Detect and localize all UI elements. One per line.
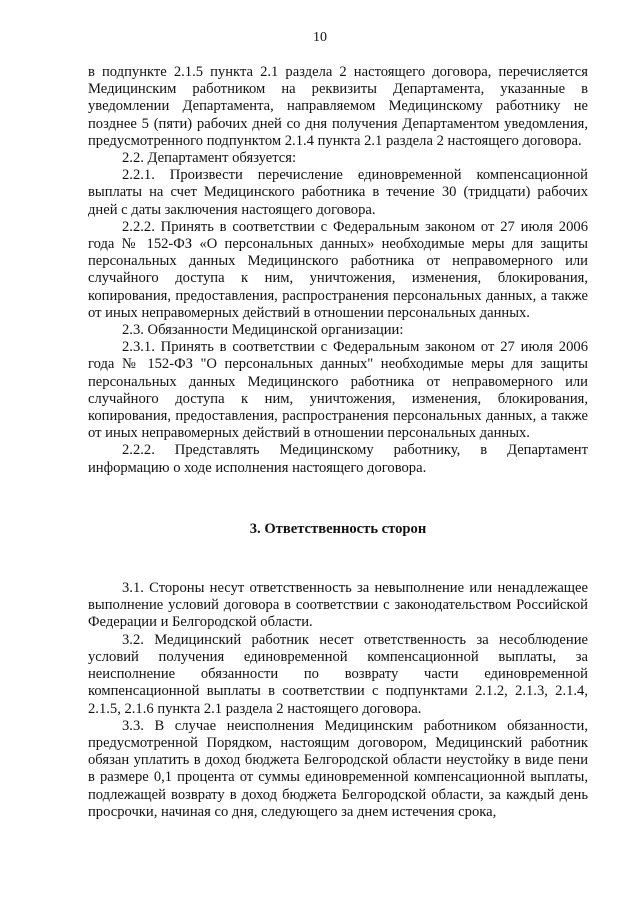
paragraph-2-2-1: 2.2.1. Произвести перечисление единовременной компенсационной выплаты на счет Медицинского работника в течение 30 (тридцати) рабочих дней с даты заключения настоящего договора. [88, 167, 588, 218]
document-body [88, 64, 588, 821]
paragraph-3-3: 3.3. В случае неисполнения Медицинским работником обязанности, предусмотренной Порядком, настоящим договором, Медицинский работник обязан уплатить в доход бюджета Белгородской области неустойку в виде пени в размере 0,1 процента от суммы единовременной компенсационной выплаты, подлежащей возврату в доход бюджета Белгородской области, за каждый день просрочки, начиная со дня, следующего за днем истечения срока, [88, 717, 588, 820]
paragraph-2-2: 2.2. Департамент обязуется: [122, 150, 297, 167]
paragraph-2-3: 2.3. Обязанности Медицинской организации: [122, 322, 404, 339]
section-heading: 3. Ответственность сторон [249, 520, 427, 537]
paragraph-2-2-2-b: 2.2.2. Представлять Медицинскому работнику, в Департамент информацию о ходе исполнения настоящего договора. [88, 442, 588, 476]
paragraph-2-3-1: 2.3.1. Принять в соответствии с Федеральным законом от 27 июля 2006 года № 152-ФЗ "О персональных данных" необходимые меры для защиты персональных данных Медицинского работника от неправомерного или случайного доступа к ним, уничтожения, изменения, блокирования, копирования, предоставления, распространения персональных данных, а также от иных неправомерных действий в отношении персональных данных. [88, 339, 588, 442]
page-number: 10 [313, 30, 327, 45]
paragraph-3-1: 3.1. Стороны несут ответственность за невыполнение или ненадлежащее выполнение условий договора в соответствии с законодательством Российской Федерации и Белгородской области. [88, 580, 588, 631]
paragraph-continuation: в подпункте 2.1.5 пункта 2.1 раздела 2 настоящего договора, перечисляется Медицинским работником на реквизиты Департамента, указанные в уведомлении Департамента, направляемом Медицинскому работнику не позднее 5 (пяти) рабочих дней со дня получения Департаментом уведомления, предусмотренного подпунктом 2.1.4 пункта 2.1 раздела 2 настоящего договора. [88, 64, 588, 149]
paragraph-3-2: 3.2. Медицинский работник несет ответственность за несоблюдение условий получения единовременной компенсационной выплаты, за неисполнение обязанности по возврату части единовременной компенсационной выплаты в соответствии с подпунктами 2.1.2, 2.1.3, 2.1.4, 2.1.5, 2.1.6 пункта 2.1 раздела 2 настоящего договора. [88, 631, 588, 717]
paragraph-2-2-2: 2.2.2. Принять в соответствии с Федеральным законом от 27 июля 2006 года № 152-ФЗ «О персональных данных» необходимые меры для защиты персональных данных Медицинского работника от неправомерного или случайного доступа к ним, уничтожения, изменения, блокирования, копирования, предоставления, распространения персональных данных, а также от иных неправомерных действий в отношении персональных данных. [88, 218, 588, 321]
